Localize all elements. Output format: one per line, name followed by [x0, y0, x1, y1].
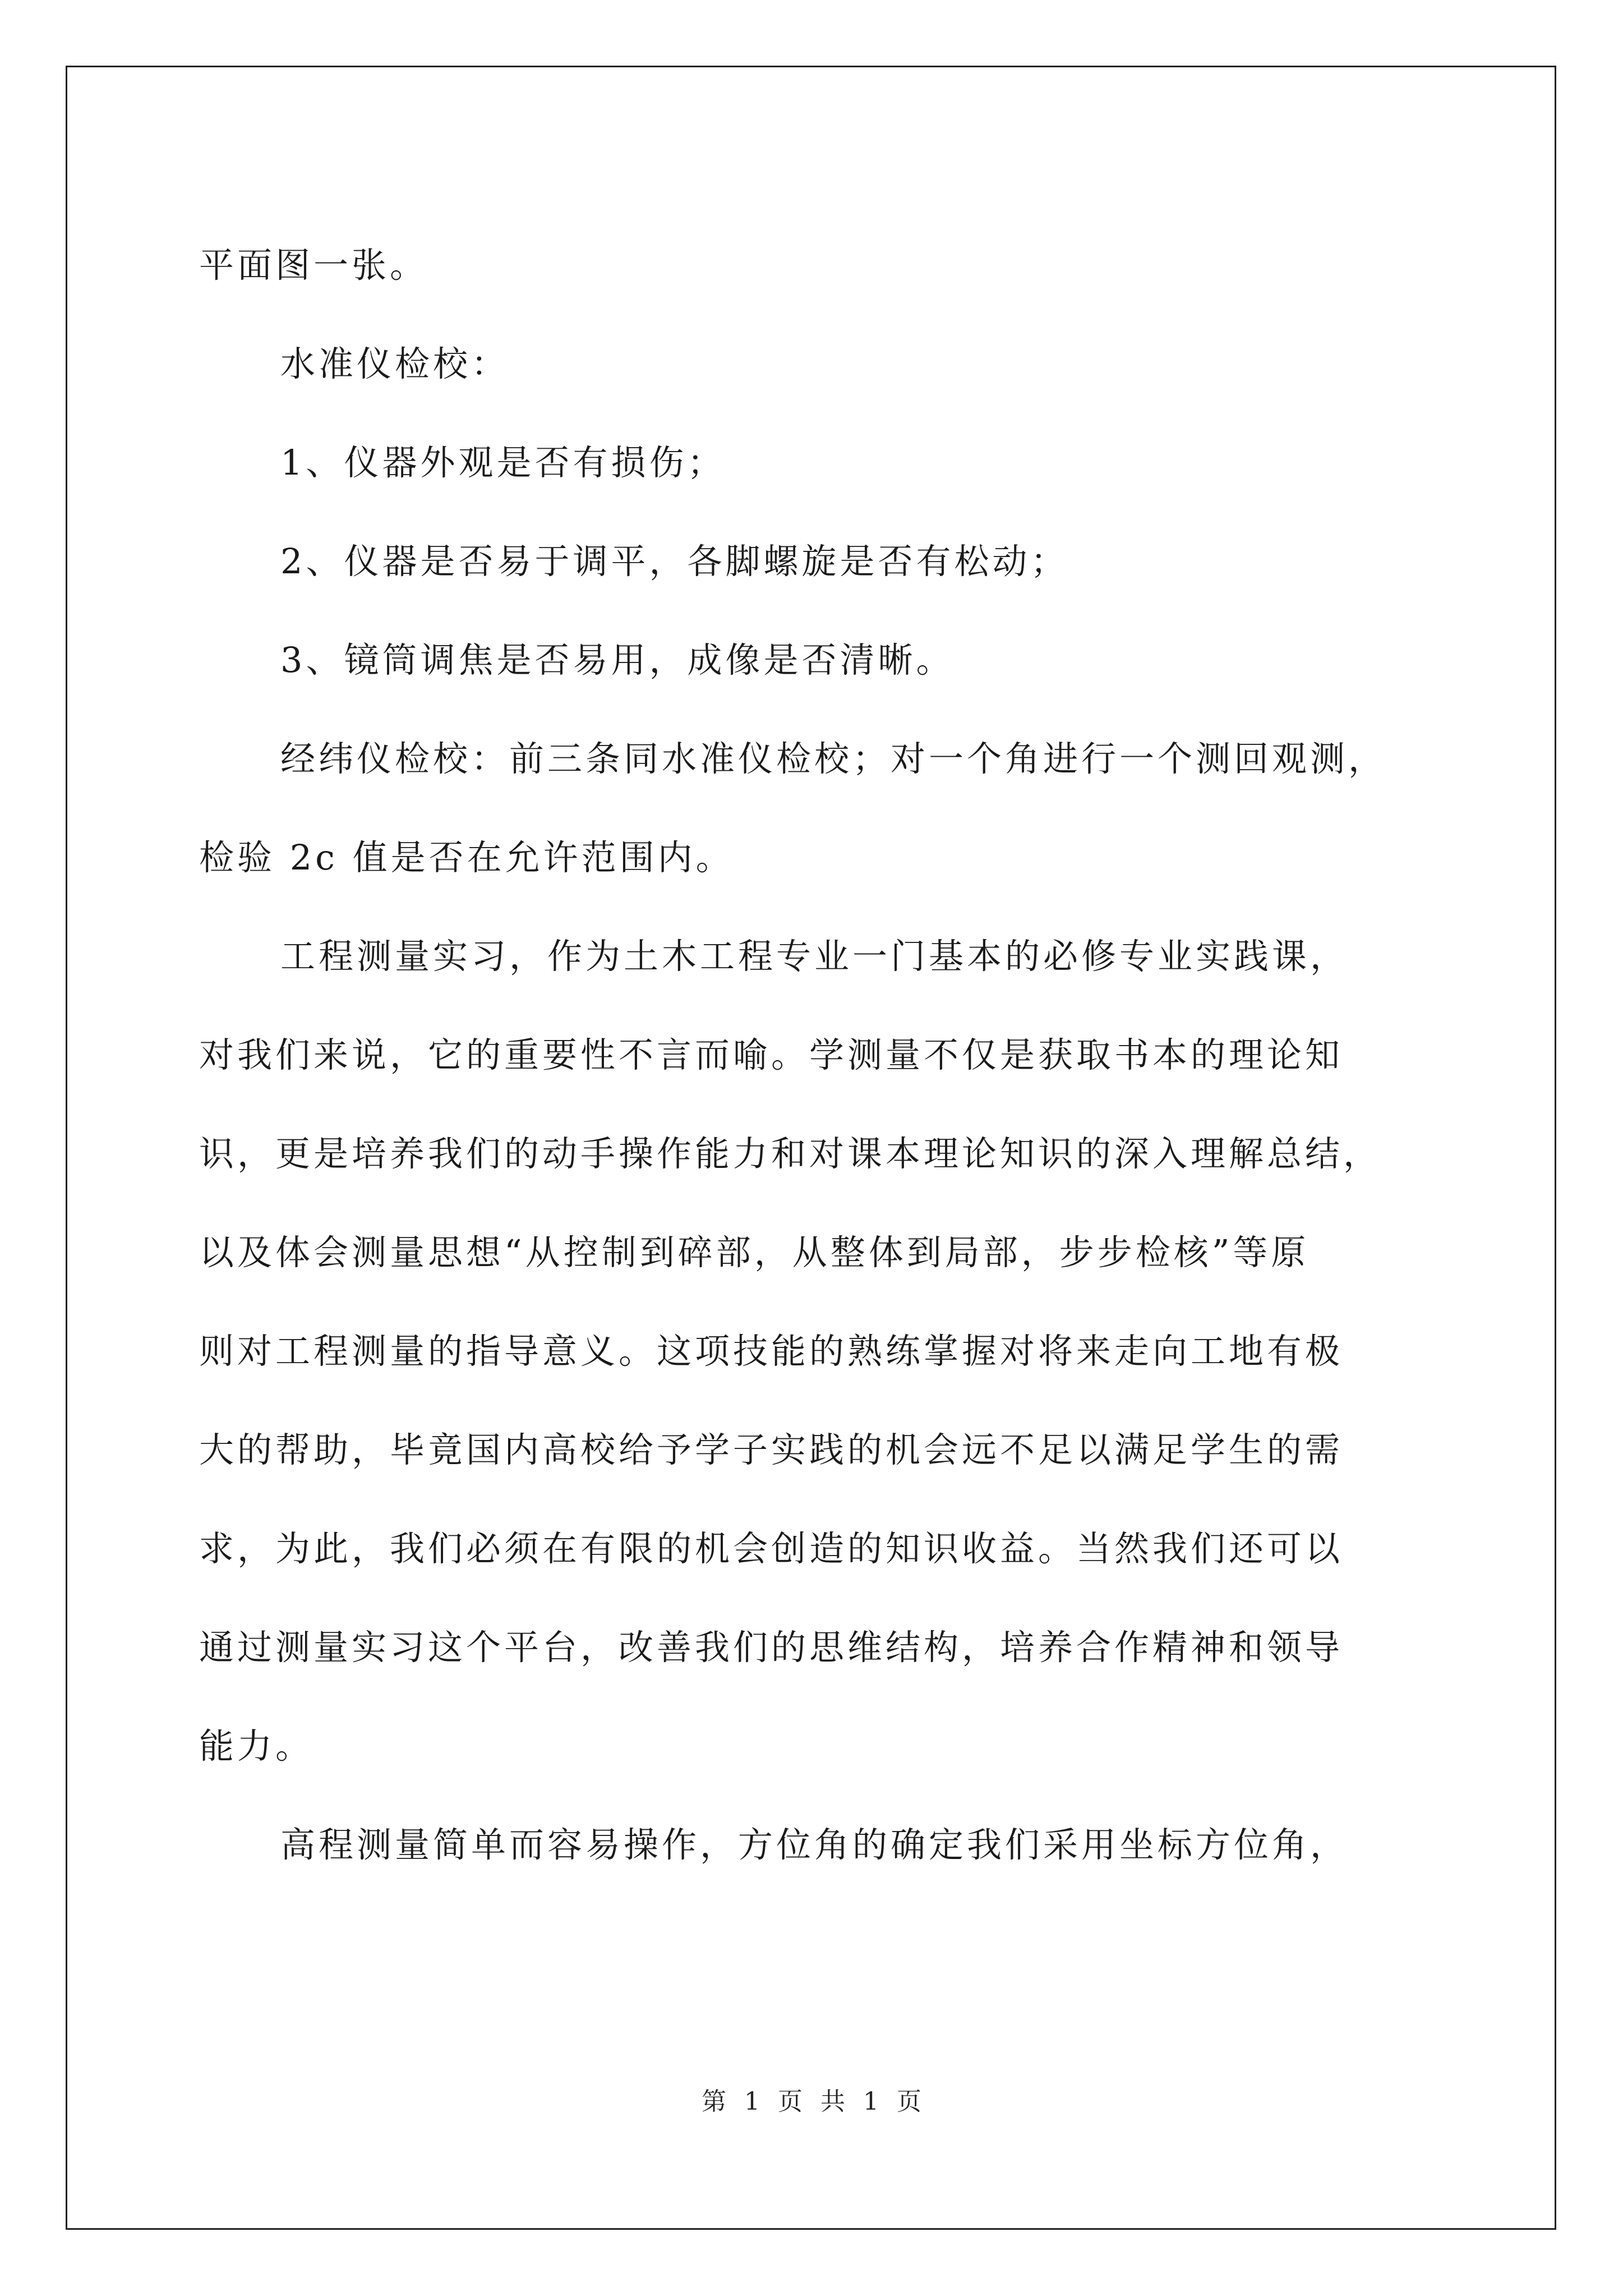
text-line: 则对工程测量的指导意义。这项技能的熟练掌握对将来走向工地有极: [199, 1331, 1344, 1372]
text-line: 高程测量简单而容易操作，方位角的确定我们采用坐标方位角，: [280, 1824, 1349, 1865]
page-number-footer: 第 1 页 共 1 页: [702, 2087, 921, 2116]
text-line: 检验 2c 值是否在允许范围内。: [199, 837, 734, 878]
text-line: 经纬仪检校：前三条同水准仪检校；对一个角进行一个测回观测，: [280, 738, 1387, 779]
text-line: 2、仪器是否易于调平，各脚螺旋是否有松动；: [280, 541, 1069, 582]
text-line: 3、镜筒调焦是否易用，成像是否清晰。: [280, 639, 955, 680]
text-line: 大的帮助，毕竟国内高校给予学子实践的机会远不足以满足学生的需: [199, 1429, 1344, 1470]
text-line: 识，更是培养我们的动手操作能力和对课本理论知识的深入理解总结，: [199, 1133, 1382, 1174]
text-line: 能力。: [199, 1726, 314, 1766]
document-body: [199, 216, 1422, 1894]
text-line: 以及体会测量思想“从控制到碎部，从整体到局部，步步检核”等原: [199, 1232, 1310, 1273]
text-line: 平面图一张。: [199, 245, 428, 286]
text-line: 水准仪检校：: [280, 343, 510, 384]
text-line: 工程测量实习，作为土木工程专业一门基本的必修专业实践课，: [280, 936, 1349, 977]
text-line: 1、仪器外观是否有损伤；: [280, 442, 726, 483]
text-line: 求，为此，我们必须在有限的机会创造的知识收益。当然我们还可以: [199, 1528, 1344, 1569]
text-line: 对我们来说，它的重要性不言而喻。学测量不仅是获取书本的理论知: [199, 1034, 1344, 1075]
text-line: 通过测量实习这个平台，改善我们的思维结构，培养合作精神和领导: [199, 1627, 1344, 1668]
